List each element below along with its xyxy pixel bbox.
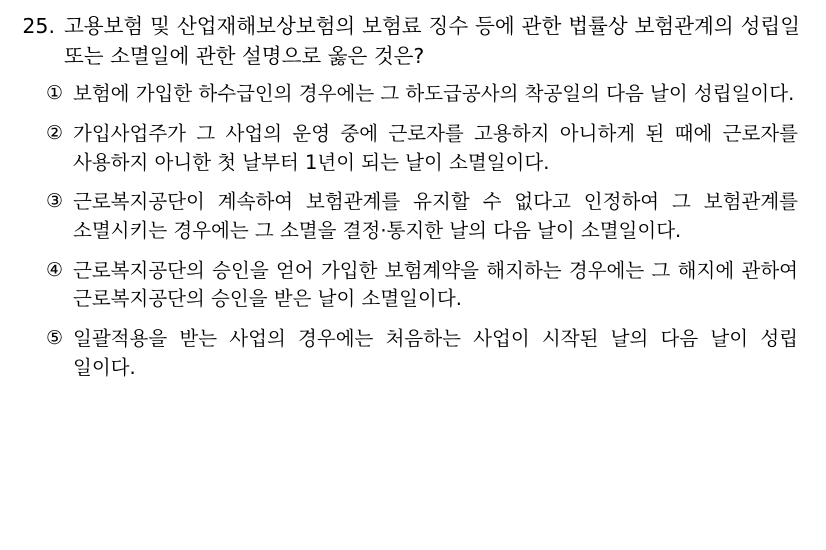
choice-option-2[interactable]	[22, 120, 800, 177]
choice-option-1[interactable]	[22, 80, 800, 109]
choice-option-4[interactable]	[22, 257, 800, 314]
choice-text-5: 일괄적용을 받는 사업의 경우에는 처음하는 사업이 시작된 날의 다음 날이 성립 일이다.	[73, 327, 798, 379]
question-number: 25.	[22, 14, 55, 38]
choice-marker-4: ④	[46, 258, 64, 281]
question-stem: 고용보험 및 산업재해보상보험의 보험료 징수 등에 관한 법률상 보험관계의 성립일 또는 소멸일에 관한 설명으로 옳은 것은?	[64, 14, 800, 68]
choice-marker-1: ①	[46, 82, 64, 105]
choice-option-3[interactable]	[22, 188, 800, 245]
choice-list	[22, 80, 800, 382]
choice-text-3: 근로복지공단이 계속하여 보험관계를 유지할 수 없다고 인정하여 그 보험관계를 소멸시키는 경우에는 그 소멸을 결정·통지한 날의 다음 날이 소멸일이다.	[73, 190, 798, 243]
choice-text-2: 가입사업주가 그 사업의 운영 중에 근로자를 고용하지 아니하게 된 때에 근로자를 사용하지 아니한 첫 날부터 1년이 되는 날이 소멸일이다.	[73, 122, 798, 174]
choice-text-1: 보험에 가입한 하수급인의 경우에는 그 하도급공사의 착공일의 다음 날이 성립일이다.	[73, 82, 795, 106]
choice-text-4: 근로복지공단의 승인을 얻어 가입한 보험계약을 해지하는 경우에는 그 해지에 관하여 근로복지공단의 승인을 받은 날이 소멸일이다.	[73, 258, 798, 311]
choice-option-5[interactable]	[22, 325, 800, 382]
choice-marker-2: ②	[46, 122, 64, 145]
choice-marker-5: ⑤	[46, 327, 64, 350]
question-block	[22, 12, 800, 71]
choice-marker-3: ③	[46, 190, 64, 213]
